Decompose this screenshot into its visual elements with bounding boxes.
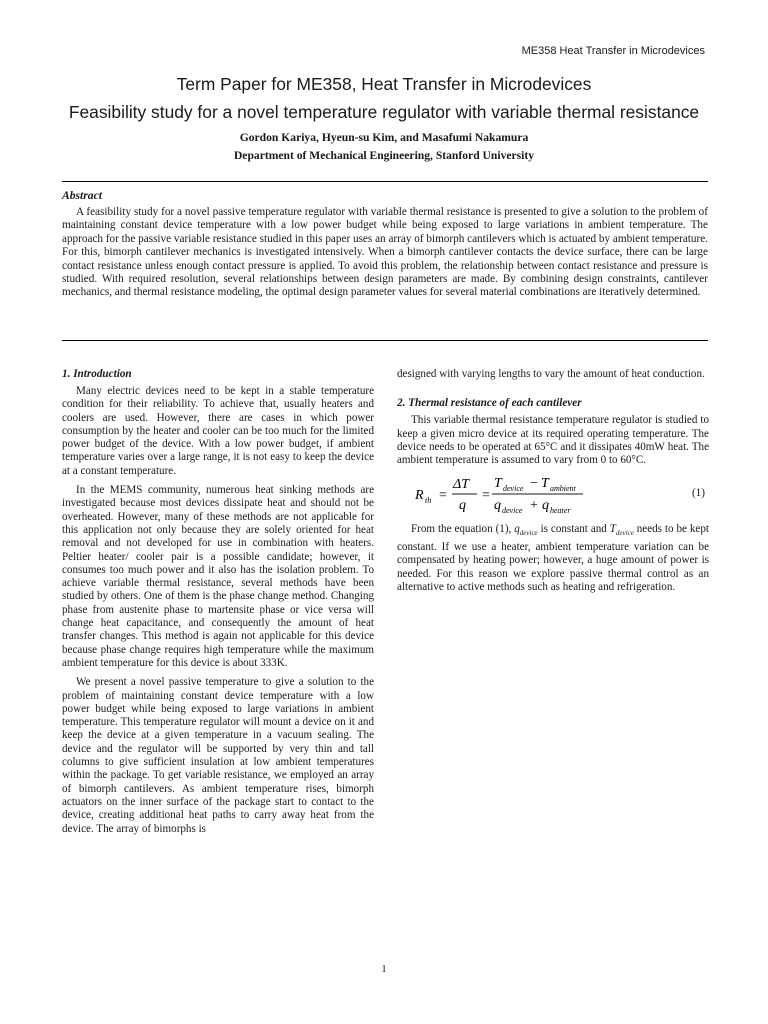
p2-q-sub: device [519, 529, 538, 538]
intro-continuation: designed with varying lengths to vary the amount of heat conduction. [397, 368, 705, 380]
eq-equals-1: = [439, 488, 447, 504]
section-1-heading: 1. Introduction [62, 368, 132, 380]
p2-t-symbol: T [609, 523, 616, 536]
affiliation: Department of Mechanical Engineering, Stanford University [233, 149, 535, 162]
p2-start: From the equation (1), [411, 523, 515, 536]
intro-paragraph-3: We present a novel passive temperature to give a solution to the problem of maintaining constant device temperature with a low power budget while being exposed to large variations in ambient temperature. This temperature regulator will mount a device on it and keep the device at a given temperature in a vacuum sealing. The device and the regulator will be supported by very thin and tall columns to give sufficient insulation at low ambient temperatures within the package. To get variable resistance, we employed an array of bimorph cantilevers. As ambient temperature rises, bimorph actuators on the inner surface of the package start to contact to the device, creating additional heat paths to carry away heat from the device. The array of bimorphs is [62, 676, 374, 835]
title-block [0, 73, 768, 162]
eq-num2-b: T [541, 476, 549, 492]
abstract-section [62, 189, 708, 300]
paper-title-line-2: Feasibility study for a novel temperature regulator with variable thermal resistance [68, 102, 700, 122]
section-2-heading: 2. Thermal resistance of each cantilever [397, 397, 582, 410]
p2-end: needs to be kept constant. If we use a heater, ambient temperature variation can be compensated by heating power; however, a huge amount of power is needed. For this reason we explore passive thermal control as an alternative to active methods such as heating and refrigeration. [397, 523, 709, 593]
eq-den1: q [459, 498, 466, 514]
running-head: ME358 Heat Transfer in Microdevices [521, 45, 705, 57]
eq-equals-2: = [482, 488, 490, 504]
eq-den2-b: q [542, 498, 549, 514]
eq-den2-a-sub: device [502, 506, 523, 516]
section-2-paragraph-1: This variable thermal resistance temperature regulator is studied to keep a given micro device at its required operating temperature. The device needs to be operated at 65°C and it dissipates 40mW heat. The ambient temperature is assumed to vary from 0 to 60°C. [397, 414, 709, 467]
eq-lhs-sub: th [425, 496, 432, 506]
p2-q-symbol: q [514, 523, 520, 536]
page-number: 1 [381, 963, 387, 975]
left-column [62, 368, 374, 842]
eq-num1: ΔT [453, 477, 470, 493]
author-list: Gordon Kariya, Hyeun-su Kim, and Masafumi Nakamura [239, 131, 529, 144]
eq-minus: − [530, 476, 538, 492]
intro-paragraph-1: Many electric devices need to be kept in a stable temperature condition for their reliability. To achieve that, usually heaters and coolers are used. However, there are cases in which power consumption by the heater and cooler can be too much for the limited power budget of the device. With a low power budget, if ambient temperature varies over a large range, it is not easy to keep the device at a constant temperature. [62, 385, 374, 477]
eq-num2-a-sub: device [503, 484, 524, 494]
section-2-paragraph-2 [397, 523, 709, 594]
abstract-text: A feasibility study for a novel passive temperature regulator with variable thermal resistance is presented to give a solution to the problem of maintaining constant device temperature with a low power budget while being exposed to large variations in ambient temperature. The approach for the passive variable resistance studied in this paper uses an array of bimorph cantilevers which is actuated by ambient temperature. For this, bimorph cantilever mechanics is investigated intensively. When a bimorph cantilever contacts the device surface, there can be large contact resistance unless enough contact pressure is applied. To avoid this problem, the relationship between contact resistance and pressure is studied. With required resolution, several relationships between design parameters are made. By combining design constraints, cantilever mechanics, and thermal resistance modeling, the optimal design parameter values for several material combinations are iteratively determined. [62, 206, 708, 299]
eq-den2-a: q [494, 498, 501, 514]
paper-title-line-1: Term Paper for ME358, Heat Transfer in Microdevices [176, 74, 592, 94]
eq-plus: + [530, 498, 538, 514]
equation-1 [397, 473, 709, 517]
right-column [397, 368, 709, 600]
intro-paragraph-2: In the MEMS community, numerous heat sinking methods are investigated because most devices dissipate heat and should not be overheated. However, many of these methods are not applicable for this application not only because they are solely oriented for heat removal and not developed for use in combination with heaters. Peltier heater/ cooler pair is a possible candidate; however, it consumes too much power and it also has the isolation problem. To achieve variable thermal resistance, several methods have been studied by others. One of them is the phase change method. Changing phase from austenite phase to martensite phase or vice versa will change heat capacitance, and consequently the amount of heat transfer changes. This method is again not applicable for this device because phase change requires high temperature while the maximum ambient temperature for this device is about 333K. [62, 484, 374, 669]
divider-bottom [62, 340, 708, 341]
eq-num2-a: T [494, 476, 502, 492]
equation-1-formula [397, 473, 709, 517]
divider-top [62, 181, 708, 182]
equation-number: (1) [691, 487, 705, 500]
p2-t-sub: device [615, 529, 634, 538]
eq-den2-b-sub: heater [550, 506, 571, 516]
eq-lhs: R [415, 488, 424, 504]
p2-mid: is constant and [537, 523, 610, 536]
eq-num2-b-sub: ambient [550, 484, 576, 494]
abstract-heading: Abstract [62, 189, 102, 202]
